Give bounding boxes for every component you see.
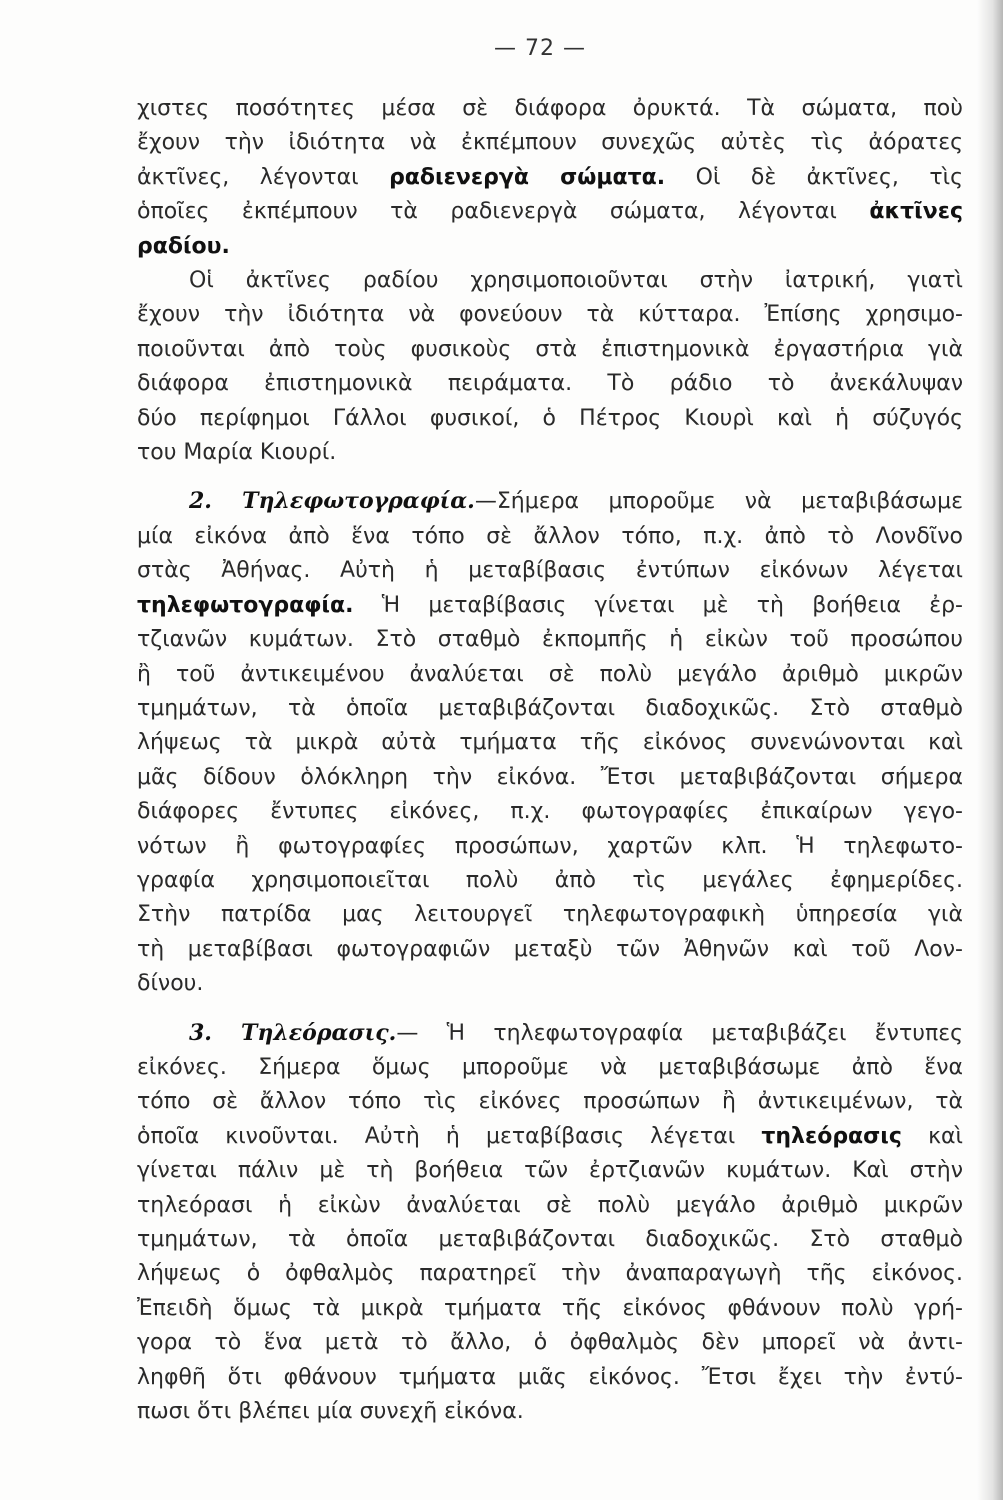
text-line: 3. Τηλεόρασις.— Ἡ τηλεφωτογραφία μεταβιβάζει ἔντυπες (189, 1019, 963, 1046)
text-line: τμημάτων, τὰ ὁποῖα μεταβιβάζονται διαδοχικῶς. Στὸ σταθμὸ (137, 1227, 963, 1252)
text-line: τηλεόρασι ἡ εἰκὼν ἀναλύεται σὲ πολὺ μεγάλο ἀριθμὸ μικρῶν (137, 1192, 963, 1218)
text-line: ἀκτῖνες, λέγονται ραδιενεργὰ σώματα. Οἱ δὲ ἀκτῖνες, τὶς (137, 164, 963, 190)
term-telephotography: τηλεφωτογραφία. (137, 592, 354, 618)
text-line: εἰκόνες. Σήμερα ὅμως μποροῦμε νὰ μεταβιβάσωμε ἀπὸ ἕνα (137, 1054, 963, 1080)
text-line: νότων ἢ φωτογραφίες προσώπων, χαρτῶν κλπ. Ἡ τηλεφωτο- (137, 833, 963, 859)
text-line: τζιανῶν κυμάτων. Στὸ σταθμὸ ἐκπομπῆς ἡ εἰκὼν τοῦ προσώπου (137, 627, 963, 653)
text-line: ληφθῆ ὅτι φθάνουν τμήματα μιᾶς εἰκόνος. Ἔτσι ἔχει τὴν ἐντύ- (137, 1364, 963, 1390)
text-line: ποιοῦνται ἀπὸ τοὺς φυσικοὺς στὰ ἐπιστημονικὰ ἐργαστήρια γιὰ (137, 336, 963, 362)
text-line: πωσι ὅτι βλέπει μία συνεχῆ εἰκόνα. (137, 1399, 524, 1425)
text-line: στὰς Ἀθήνας. Αὐτὴ ἡ μεταβίβασις ἐντύπων εἰκόνων λέγεται (137, 558, 963, 584)
text-line: ὁποῖα κινοῦνται. Αὐτὴ ἡ μεταβίβασις λέγεται τηλεόρασις καὶ (137, 1123, 963, 1149)
text-line: Οἱ ἀκτῖνες ραδίου χρησιμοποιοῦνται στὴν ἰατρική, γιατὶ (189, 268, 963, 294)
text-line: του Μαρία Κιουρί. (137, 440, 337, 466)
text-line: τμημάτων, τὰ ὁποῖα μεταβιβάζονται διαδοχικῶς. Στὸ σταθμὸ (137, 695, 963, 721)
section-heading: 3. Τηλεόρασις. (189, 1019, 397, 1046)
page-edge-shadow (977, 0, 1003, 1500)
text-line: Ἐπειδὴ ὅμως τὰ μικρὰ τμήματα τῆς εἰκόνος φθάνουν πολὺ γρή- (137, 1295, 963, 1321)
text-line: τὴ μεταβίβασι φωτογραφιῶν μεταξὺ τῶν Ἀθηνῶν καὶ τοῦ Λον- (137, 936, 963, 962)
page-number: — 72 — (494, 36, 586, 61)
section-heading: 2. Τηλεφωτογραφία. (189, 488, 475, 515)
body-text (137, 92, 963, 1429)
term-radium-rays: ἀκτῖνες (869, 199, 963, 225)
text-line: μία εἰκόνα ἀπὸ ἕνα τόπο σὲ ἄλλον τόπο, π.χ. ἀπὸ τὸ Λονδῖνο (137, 523, 963, 549)
text-line: τόπο σὲ ἄλλον τόπο τὶς εἰκόνες προσώπων ἢ ἀντικειμένων, τὰ (137, 1089, 963, 1115)
text-line: λήψεως τὰ μικρὰ αὐτὰ τμήματα τῆς εἰκόνος συνενώνονται καὶ (137, 730, 963, 756)
text-line: ἔχουν τὴν ἰδιότητα νὰ φονεύουν τὰ κύτταρα. Ἐπίσης χρησιμο- (137, 302, 963, 328)
text-line: 2. Τηλεφωτογραφία.—Σήμερα μποροῦμε νὰ μεταβιβάσωμε (189, 488, 963, 515)
text-line: διάφορα ἐπιστημονικὰ πειράματα. Τὸ ράδιο τὸ ἀνεκάλυψαν (137, 371, 963, 397)
text-line: λήψεως ὁ ὀφθαλμὸς παρατηρεῖ τὴν ἀναπαραγωγὴ τῆς εἰκόνος. (137, 1261, 963, 1287)
text-line: ὁποῖες ἐκπέμπουν τὰ ραδιενεργὰ σώματα, λέγονται ἀκτῖνες (137, 199, 963, 225)
text-line: δύο περίφημοι Γάλλοι φυσικοί, ὁ Πέτρος Κιουρὶ καὶ ἡ σύζυγός (137, 405, 963, 431)
text-line: γορα τὸ ἕνα μετὰ τὸ ἄλλο, ὁ ὀφθαλμὸς δὲν μπορεῖ νὰ ἀντι- (137, 1330, 963, 1356)
text-line: γραφία χρησιμοποιεῖται πολὺ ἀπὸ τὶς μεγάλες ἐφημερίδες. (137, 867, 963, 893)
term-radioactive-bodies: ραδιενεργὰ σώματα. (389, 164, 666, 190)
text-line: ραδίου. (137, 233, 230, 259)
text-line: Στὴν πατρίδα μας λειτουργεῖ τηλεφωτογραφικὴ ὑπηρεσία γιὰ (137, 902, 963, 928)
text-line: γίνεται πάλιν μὲ τὴ βοήθεια τῶν ἐρτζιανῶν κυμάτων. Καὶ στὴν (137, 1158, 963, 1184)
paragraph-radioactive (137, 92, 963, 264)
section-telephotography (137, 484, 963, 1001)
section-television (137, 1016, 963, 1430)
term-television: τηλεόρασις (761, 1123, 902, 1149)
text-line: μᾶς δίδουν ὁλόκληρη τὴν εἰκόνα. Ἔτσι μεταβιβάζονται σήμερα (137, 764, 963, 790)
text-line: ἢ τοῦ ἀντικειμένου ἀναλύεται σὲ πολὺ μεγάλο ἀριθμὸ μικρῶν (137, 661, 963, 687)
text-line: δίνου. (137, 971, 204, 997)
text-line: ἔχουν τὴν ἰδιότητα νὰ ἐκπέμπουν συνεχῶς αὐτὲς τὶς ἀόρατες (137, 130, 963, 156)
text-line: διάφορες ἔντυπες εἰκόνες, π.χ. φωτογραφίες ἐπικαίρων γεγο- (137, 799, 963, 825)
paragraph-radium-uses (137, 264, 963, 470)
text-line: τηλεφωτογραφία. Ἡ μεταβίβασις γίνεται μὲ τὴ βοήθεια ἐρ- (137, 592, 963, 618)
text-line: χιστες ποσότητες μέσα σὲ διάφορα ὀρυκτά. Τὰ σώματα, ποὺ (137, 96, 963, 121)
